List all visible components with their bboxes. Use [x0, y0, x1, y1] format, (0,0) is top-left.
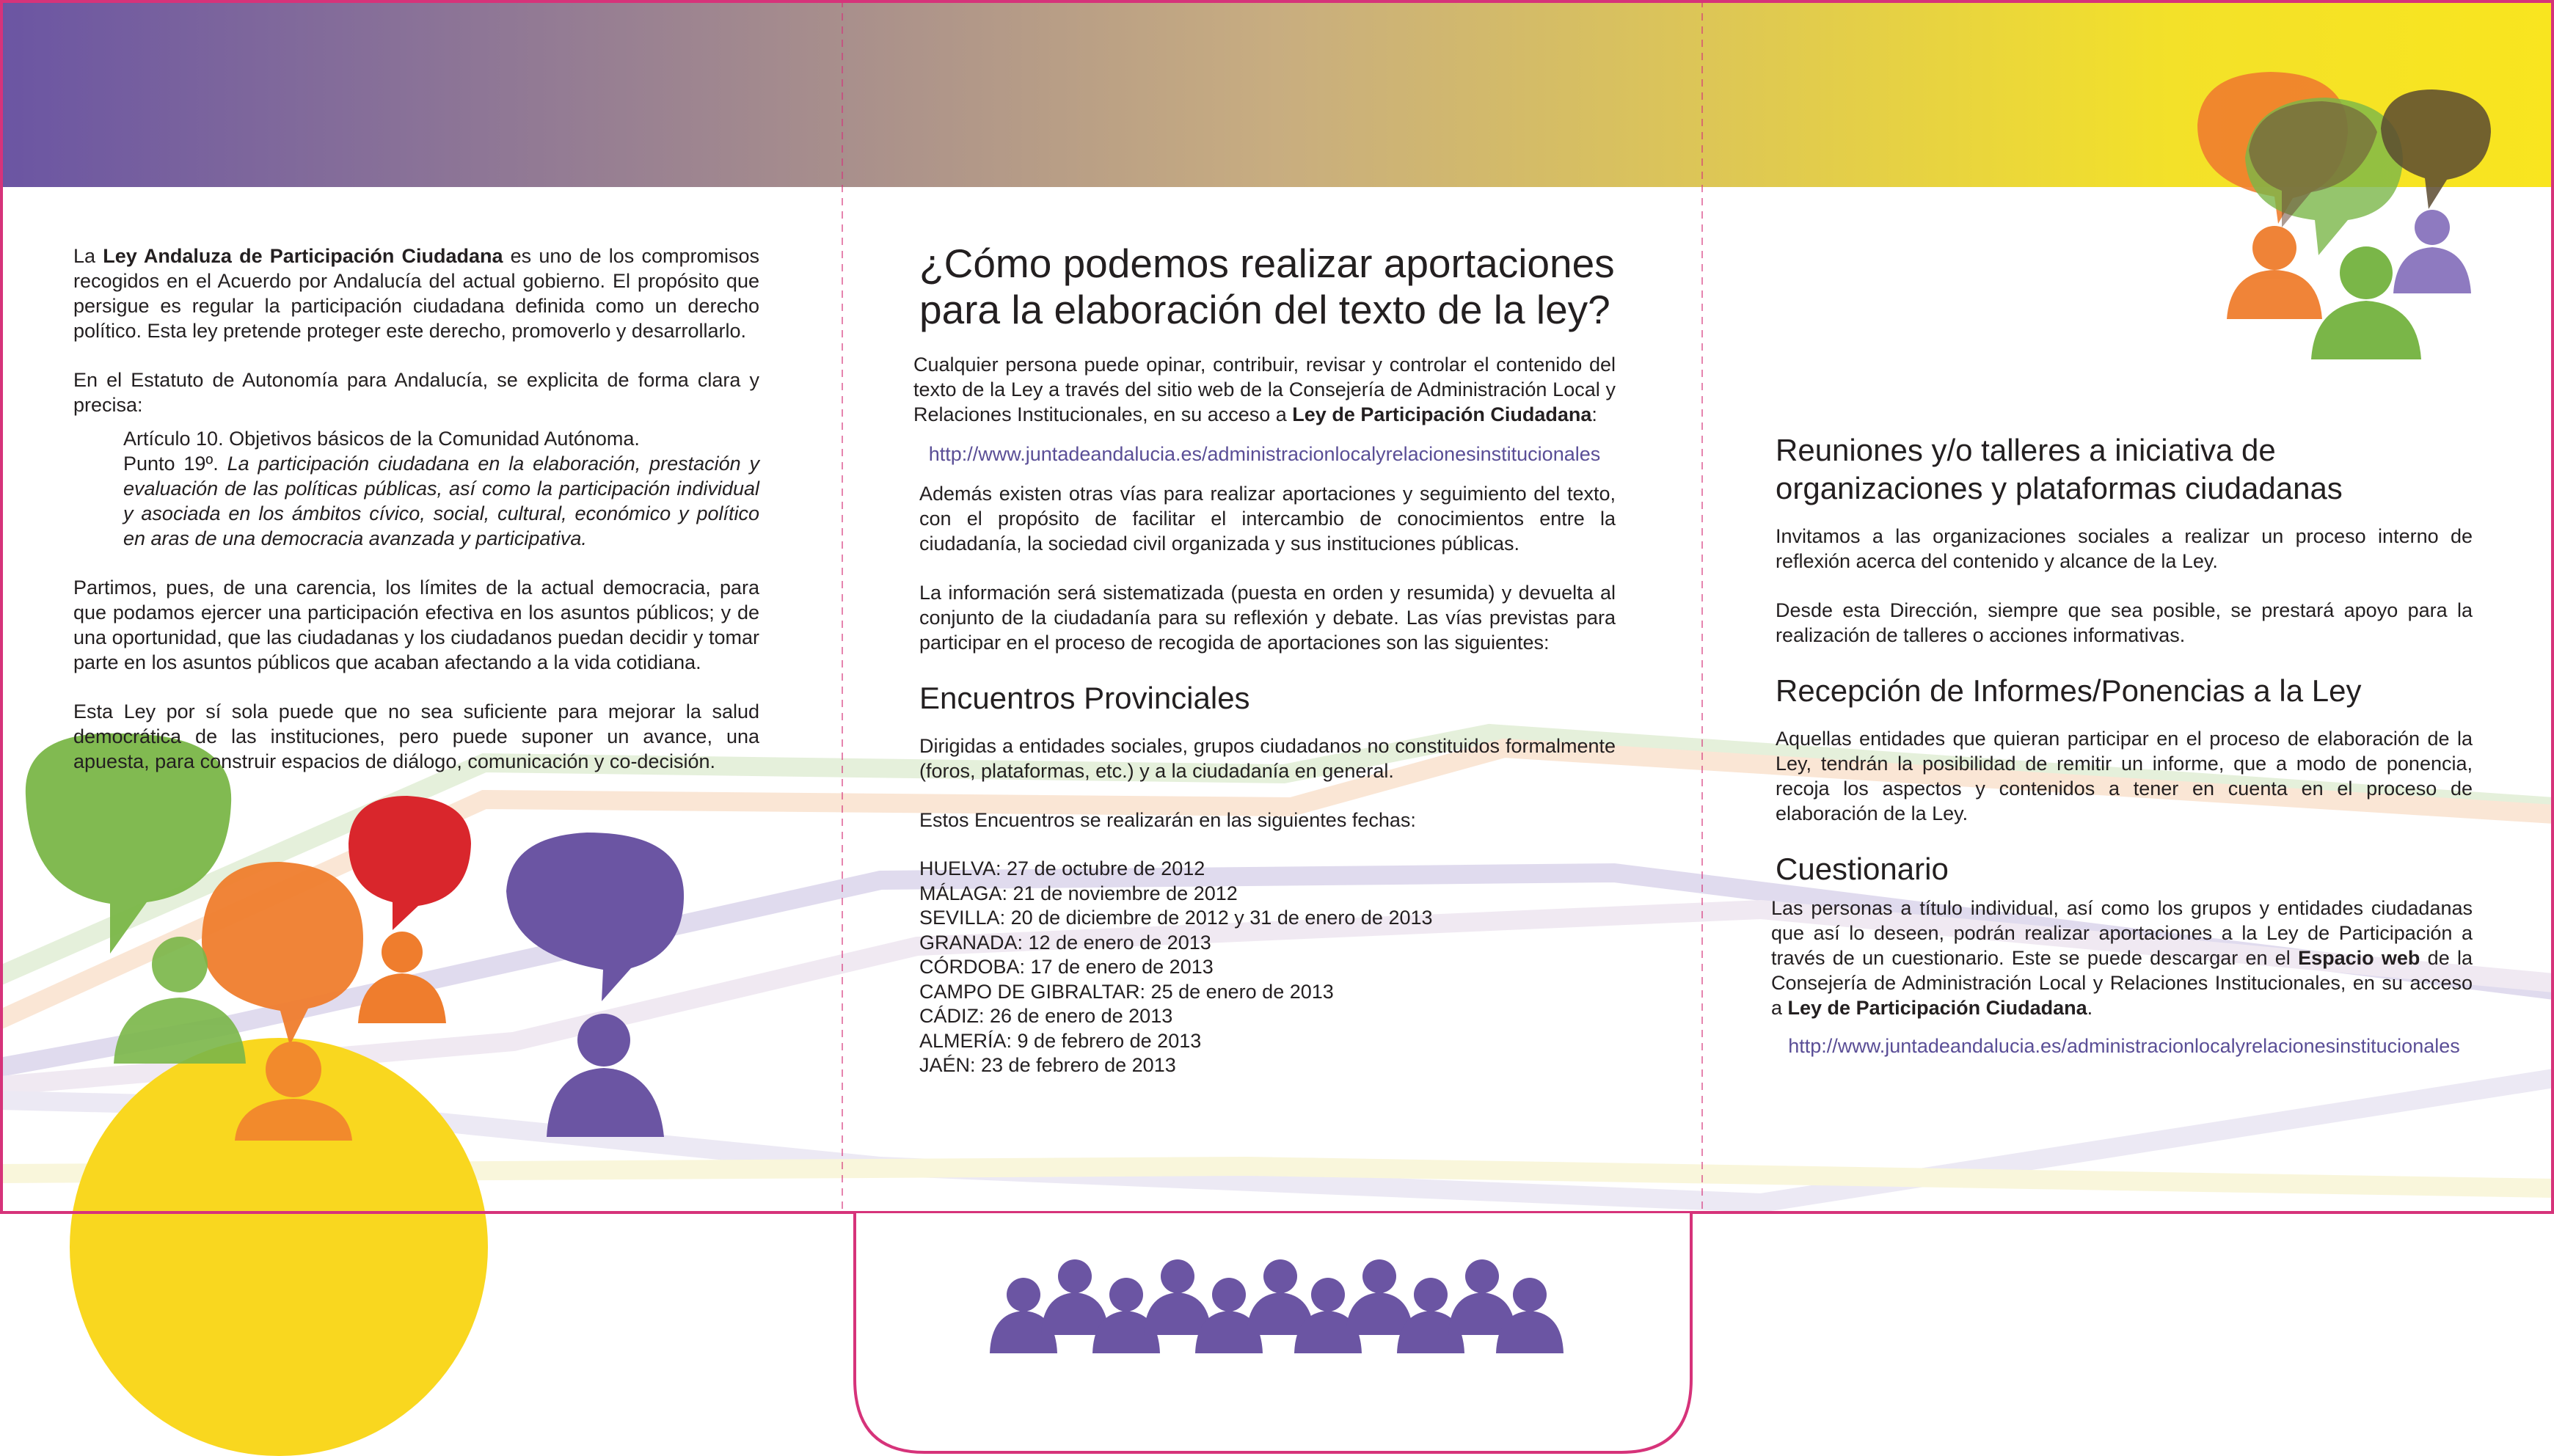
person-icon: [2393, 210, 2471, 293]
informacion-paragraph: La información será sistematizada (puesta en orden y resumida) y devuelta al conjunto de la ciudadanía para su reflexión y debate. Las vías previstas para participar en el proceso de recogida de aportaciones son las siguientes:: [919, 582, 1616, 654]
dates-list: [919, 857, 1616, 1078]
person-icon: [2227, 226, 2322, 319]
recepcion-paragraph: Aquellas entidades que quieran participar en el proceso de elaboración de la Ley, tendrán la posibilidad de remitir un informe, que a modo de ponencia, recoja los aspectos y contenidos a tener en cuenta en el proceso de elaboración de la Ley.: [1776, 728, 2473, 824]
list-item: HUELVA: 27 de octubre de 2012: [919, 857, 1205, 879]
reuniones-paragraph: Invitamos a las organizaciones sociales a realizar un proceso interno de reflexión acerca del contenido y alcance de la Ley.: [1776, 525, 2473, 572]
estatuto-paragraph: En el Estatuto de Autonomía para Andalucía, se explicita de forma clara y precisa:: [73, 369, 759, 416]
recepcion-heading: Recepción de Informes/Ponencias a la Ley: [1776, 673, 2362, 708]
encuentros-heading: Encuentros Provinciales: [919, 681, 1250, 715]
direccion-paragraph: Desde esta Dirección, siempre que sea posible, se prestará apoyo para la realización de talleres o acciones informativas.: [1776, 599, 2473, 646]
left-panel: [73, 244, 759, 798]
person-icon: [1346, 1259, 1413, 1335]
list-item: MÁLAGA: 21 de noviembre de 2012: [919, 882, 1238, 904]
web-paragraph: Cualquier persona puede opinar, contribuir, revisar y controlar el contenido del texto de la Ley a través del sitio web de la Consejería de Administración Local y Relaciones Institucionales, en su acceso a Ley de Participación Ciudadana:: [913, 354, 1616, 425]
carencia-paragraph: Partimos, pues, de una carencia, los límites de la actual democracia, para que podamos ejercer una participación efectiva en los asuntos públicos; y de una oportunidad, que las ciudadanas y los ciudadanos puedan decidir y tomar parte en los asuntos públicos que acaban afectando a la vida cotidiana.: [73, 577, 759, 673]
top-gradient-band: [0, 0, 2554, 187]
speech-bubble-icon: [349, 796, 471, 930]
intro-paragraph: La Ley Andaluza de Participación Ciudadana es uno de los compromisos recogidos en el Acuerdo por Andalucía del actual gobierno. El propósito que persigue es regular la participación ciudadana definida como un derecho político. Esta ley pretende proteger este derecho, promoverlo y desarrollarlo.: [73, 245, 759, 342]
list-item: JAÉN: 23 de febrero de 2013: [919, 1054, 1176, 1076]
website-link[interactable]: http://www.juntadeandalucia.es/administracionlocalyrelacionesinstitucionales: [1788, 1035, 2460, 1057]
cuestionario-heading: Cuestionario: [1776, 852, 1949, 886]
encuentros-paragraph: Dirigidas a entidades sociales, grupos ciudadanos no constituidos formalmente (foros, plataformas, etc.) y a la ciudadanía en general.: [919, 735, 1616, 782]
page-title: ¿Cómo podemos realizar aportaciones para la elaboración del texto de la ley?: [919, 241, 1615, 332]
list-item: CAMPO DE GIBRALTAR: 25 de enero de 2013: [919, 980, 1334, 1003]
list-item: ALMERÍA: 9 de febrero de 2013: [919, 1029, 1202, 1052]
list-item: SEVILLA: 20 de diciembre de 2012 y 31 de enero de 2013: [919, 907, 1433, 929]
list-item: CÁDIZ: 26 de enero de 2013: [919, 1005, 1173, 1027]
speech-bubble-icon: [506, 833, 684, 1001]
speech-bubble-icon: [2381, 89, 2491, 209]
right-panel: [1771, 431, 2473, 1083]
person-icon: [1144, 1259, 1211, 1335]
otras-vias-paragraph: Además existen otras vías para realizar aportaciones y seguimiento del texto, con el propósito de facilitar el intercambio de conocimientos entre la ciudadanía, la sociedad civil organizada y sus instituciones públicas.: [919, 483, 1616, 555]
list-item: CÓRDOBA: 17 de enero de 2013: [919, 956, 1214, 978]
cuestionario-paragraph: Las personas a título individual, así como los grupos y entidades ciudadanas que así lo deseen, podrán realizar aportaciones a la Ley de Participación a través de un cuestionario. Este se puede descargar en el Espacio web de la Consejería de Administración Local y Relaciones Institucionales, en su acceso a Ley de Participación Ciudadana.: [1771, 897, 2473, 1019]
list-item: GRANADA: 12 de enero de 2013: [919, 931, 1211, 954]
people-group-icon: [990, 1259, 1564, 1353]
reuniones-heading: Reuniones y/o talleres a iniciativa de organizaciones y plataformas ciudadanas: [1776, 433, 2343, 505]
person-icon: [1041, 1259, 1109, 1335]
fechas-intro: Estos Encuentros se realizarán en las siguientes fechas:: [919, 809, 1416, 831]
right-illustration: [2197, 72, 2491, 359]
article-quote: Artículo 10. Objetivos básicos de la Comunidad Autónoma. Punto 19º. La participación ciudadana en la elaboración, prestación y evaluación de las políticas públicas, así como la participación individual y asociada en los ámbitos cívico, social, cultural, económico y político en aras de una democracia avanzada y participativa.: [123, 428, 759, 549]
ley-paragraph: Esta Ley por sí sola puede que no sea suficiente para mejorar la salud democrática de las instituciones, pero puede suponer un avance, una apuesta, para construir espacios de diálogo, comunicación y co-decisión.: [73, 700, 759, 772]
middle-panel: [913, 241, 1616, 1078]
website-link[interactable]: http://www.juntadeandalucia.es/administracionlocalyrelacionesinstitucionales: [928, 443, 1601, 465]
